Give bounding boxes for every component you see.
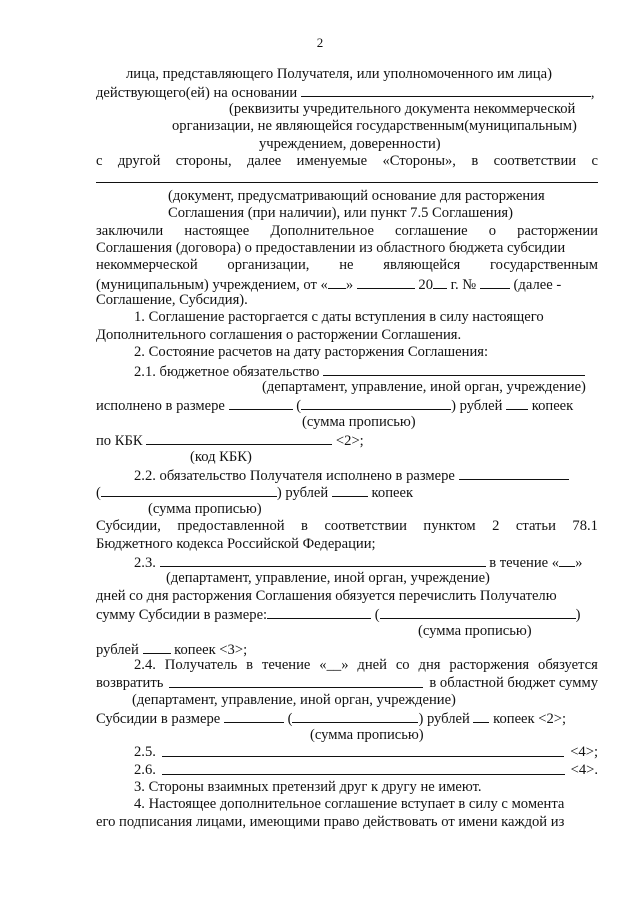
text-line: 2.2. обязательство Получателя исполнено в размере	[96, 466, 598, 483]
page-number: 2	[316, 35, 324, 50]
text-line: 2. Состояние расчетов на дату расторжения Соглашения:	[134, 344, 489, 361]
field-caption: Соглашения (при наличии), или пункт 7.5 Соглашения)	[168, 205, 514, 222]
blank-field[interactable]	[323, 362, 585, 376]
field-caption: (сумма прописью)	[302, 413, 416, 430]
field-caption: учреждением, доверенности)	[259, 135, 441, 152]
text-line: с другой стороны, далее именуемые «Стороны», в соответствии с	[96, 152, 598, 169]
blank-field[interactable]	[506, 396, 528, 410]
text-line: Соглашение, Субсидия).	[96, 292, 248, 309]
blank-field[interactable]	[301, 396, 451, 410]
blank-field[interactable]	[101, 483, 277, 497]
text-line: его подписания лицами, имеющими право действовать от имени каждой из	[96, 813, 565, 830]
text-line: сумму Субсидии в размере: ( )	[96, 607, 581, 624]
field-caption: (реквизиты учредительного документа некоммерческой	[229, 100, 576, 117]
text-line: Соглашения (договора) о предоставлении из областного бюджета субсидии	[96, 239, 566, 256]
text-line: рублей копеек <3>;	[96, 641, 248, 658]
blank-field[interactable]	[224, 709, 284, 723]
field-caption: (код КБК)	[190, 448, 252, 465]
blank-field[interactable]	[160, 553, 486, 567]
blank-field[interactable]	[267, 605, 371, 619]
field-caption: (сумма прописью)	[310, 726, 424, 743]
blank-field[interactable]	[559, 553, 575, 567]
blank-field[interactable]	[301, 83, 591, 97]
text-line: Субсидии, предоставленной в соответствии пунктом 2 статьи 78.1	[96, 518, 598, 535]
blank-field[interactable]	[459, 466, 569, 480]
blank-field[interactable]	[162, 762, 565, 775]
field-caption: (сумма прописью)	[418, 622, 532, 639]
text-line: 2.6. <4>.	[134, 761, 598, 778]
blank-field[interactable]	[96, 170, 598, 183]
text-line: 1. Соглашение расторгается с даты вступления в силу настоящего	[134, 309, 544, 326]
agreement-text	[96, 66, 598, 831]
text-line: 2.1. бюджетное обязательство	[96, 362, 598, 379]
text-line: Бюджетного кодекса Российской Федерации;	[96, 535, 376, 552]
blank-field[interactable]	[473, 709, 489, 723]
text-line: Субсидии в размере ( ) рублей копеек <2>;	[96, 711, 567, 728]
blank-field[interactable]	[328, 275, 346, 289]
text-line: дней со дня расторжения Соглашения обязуется перечислить Получателю	[96, 587, 557, 604]
blank-field[interactable]	[332, 483, 368, 497]
text-line: 2.5. <4>;	[134, 744, 598, 761]
blank-field[interactable]	[433, 275, 447, 289]
text-line: лица, представляющего Получателя, или уполномоченного им лица)	[126, 66, 552, 82]
blank-field[interactable]	[229, 396, 293, 410]
text-line: 4. Настоящее дополнительное соглашение вступает в силу с момента	[134, 796, 565, 813]
blank-field[interactable]	[480, 275, 510, 289]
text-line: по КБК <2>;	[96, 433, 364, 450]
text-line: некоммерческой организации, не являющейся государственным	[96, 257, 598, 274]
text-line: ( ) рублей копеек	[96, 485, 414, 502]
field-caption: (документ, предусматривающий основание для расторжения	[168, 187, 545, 204]
blank-field[interactable]	[292, 709, 418, 723]
text-line: Дополнительного соглашения о расторжении Соглашения.	[96, 326, 462, 343]
blank-field[interactable]	[380, 605, 576, 619]
text-line: исполнено в размере ( ) рублей копеек	[96, 398, 574, 415]
text-line	[96, 170, 598, 187]
text-line: 3. Стороны взаимных претензий друг к другу не имеют.	[134, 779, 482, 796]
blank-field[interactable]	[357, 275, 415, 289]
blank-field[interactable]	[162, 744, 564, 757]
field-caption: (сумма прописью)	[148, 500, 262, 517]
text-line: (муниципальным) учреждением, от « » 20 г. № (далее -	[96, 276, 562, 293]
field-caption: (департамент, управление, иной орган, учреждение)	[262, 379, 586, 396]
text-line: 2.3. в течение « »	[134, 554, 583, 571]
text-line: заключили настоящее Дополнительное соглашение о расторжении	[96, 222, 598, 239]
text-line: 2.4. Получатель в течение «__» дней со дня расторжения обязуется	[134, 657, 598, 674]
field-caption: организации, не являющейся государственным(муниципальным)	[172, 118, 577, 135]
field-caption: (департамент, управление, иной орган, учреждение)	[132, 692, 456, 709]
blank-field[interactable]	[146, 431, 332, 445]
blank-field[interactable]	[143, 640, 171, 654]
field-caption: (департамент, управление, иной орган, учреждение)	[166, 570, 490, 587]
blank-field[interactable]	[169, 675, 423, 688]
text-line: действующего(ей) на основании ,	[96, 85, 595, 102]
text-line: возвратить в областной бюджет сумму	[96, 674, 598, 691]
